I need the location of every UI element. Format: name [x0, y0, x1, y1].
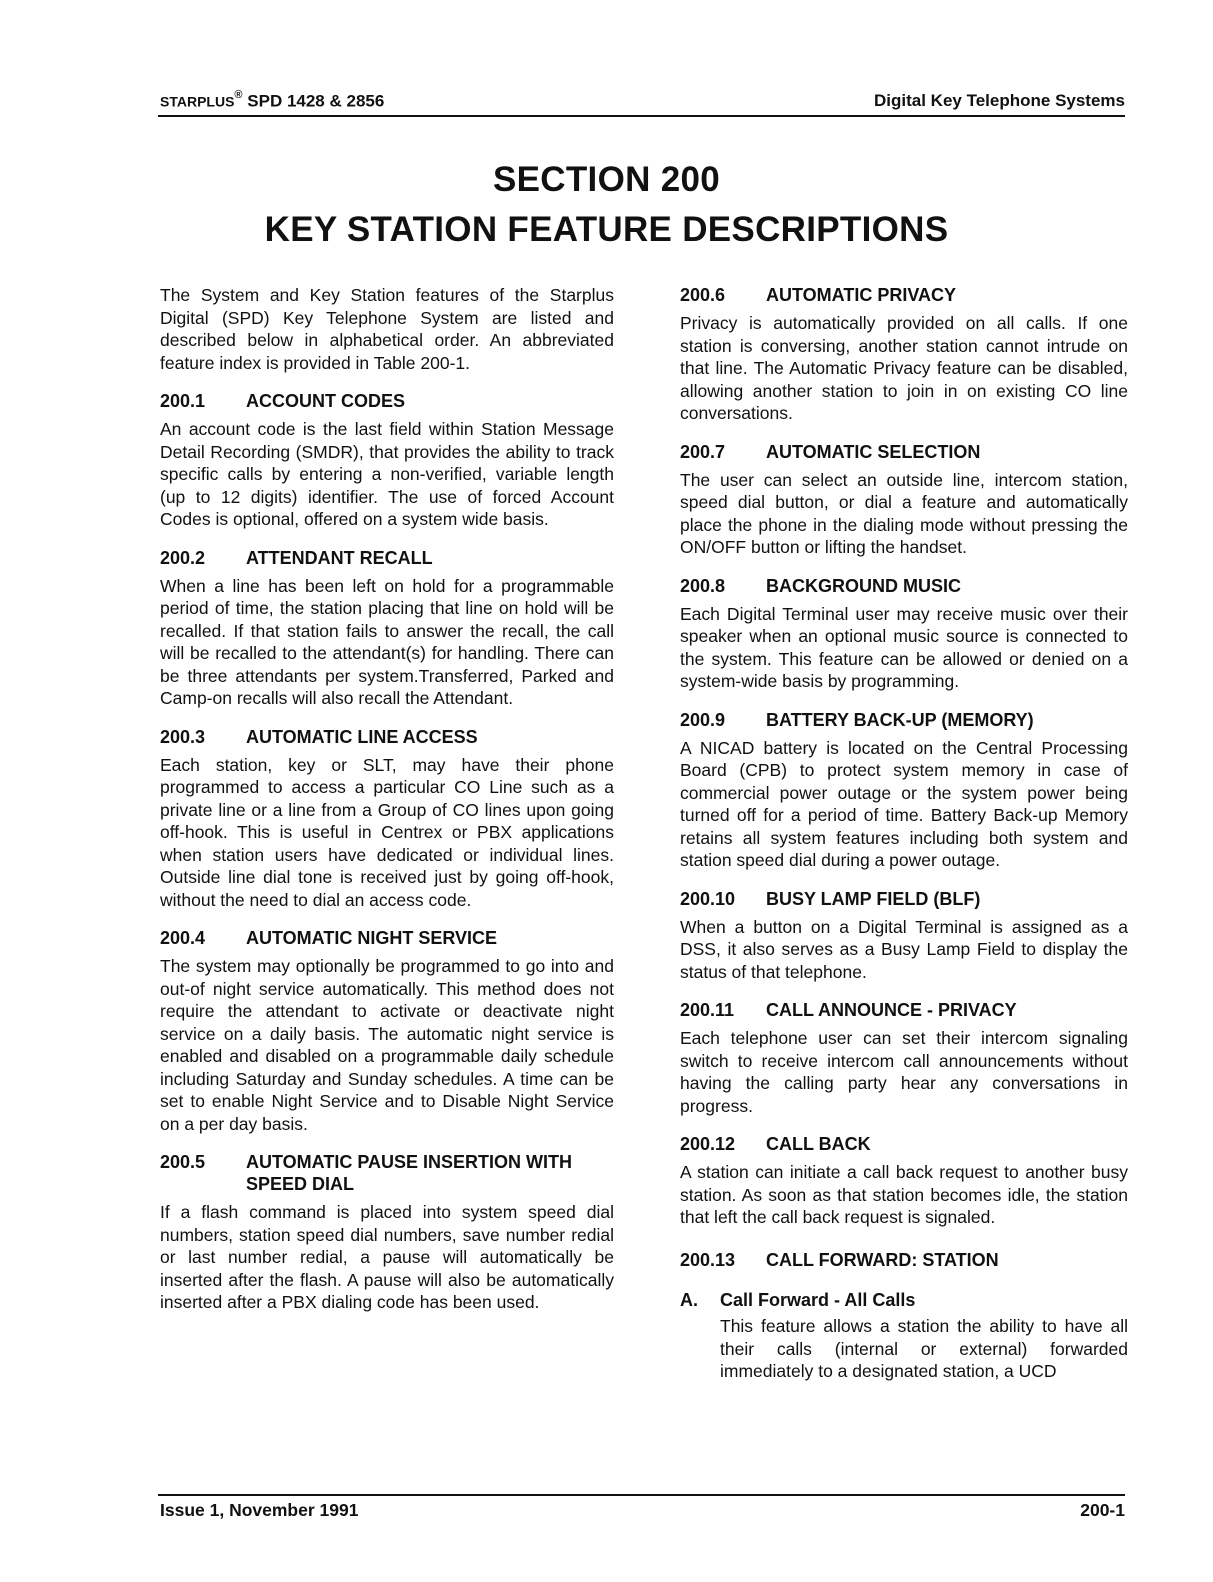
section-number: 200.11 [680, 1000, 735, 1020]
section-heading [160, 547, 614, 569]
footer-rule [158, 1494, 1125, 1496]
subsection-text: This feature allows a station the ability to have all their calls (internal or external) forwarded immediately to a designated station, a UCD [720, 1316, 1128, 1381]
section-heading [160, 927, 614, 949]
section-title: BATTERY BACK-UP (MEMORY) [766, 709, 1034, 730]
section-heading [680, 441, 1128, 463]
header-left [160, 91, 384, 112]
header-rule [158, 115, 1125, 117]
section-title: CALL FORWARD: STATION [766, 1249, 999, 1270]
section-text: The system may optionally be programmed to go into and out-of night service automatically. This method does not require the attendant to activate or deactivate night service on a daily basis. The automatic night service is enabled and disabled on a programmable daily schedule including Saturday and Sunday schedules. A time can be set to enable Night Service and to Disable Night Service on a per day basis. [160, 956, 614, 1134]
section-heading [160, 1151, 614, 1195]
section-number: 200.2 [160, 547, 206, 568]
section-heading [680, 284, 1128, 306]
section-title: CALL ANNOUNCE - PRIVACY [766, 1000, 1017, 1020]
intro-paragraph: The System and Key Station features of the Starplus Digital (SPD) Key Telephone System are listed and described below in alphabetical order. An abbreviated feature index is provided in Table 200-1. [160, 285, 614, 373]
section-heading [160, 726, 614, 748]
section-number-title: SECTION 200 [493, 160, 720, 199]
section-number: 200.7 [680, 441, 726, 462]
section-number: 200.12 [680, 1134, 736, 1154]
section-title: AUTOMATIC NIGHT SERVICE [246, 928, 498, 948]
footer-issue: Issue 1, November 1991 [160, 1500, 359, 1520]
left-column [160, 284, 614, 1326]
section-heading [160, 390, 614, 412]
section-title: AUTOMATIC LINE ACCESS [246, 726, 478, 747]
section-title: AUTOMATIC SELECTION [766, 441, 981, 462]
section-heading [680, 888, 1128, 910]
section-number: 200.1 [160, 391, 206, 411]
section-text: Privacy is automatically provided on all calls. If one station is conversing, another station cannot intrude on that line. The Automatic Privacy feature can be disabled, allowing another station to join in on existing CO line conversations. [680, 313, 1128, 423]
subsection-title: Call Forward - All Calls [720, 1289, 916, 1310]
section-title: AUTOMATIC PAUSE INSERTION WITH SPEED DIAL [246, 1152, 572, 1194]
section-text: A NICAD battery is located on the Central Processing Board (CPB) to protect system memory in case of commercial power outage or the system power being turned off for a period of time. Battery Back-up Memory retains all system features including both system and station speed dial during a power outage. [680, 737, 1128, 870]
subsection-heading [680, 1289, 1128, 1312]
section-text: Each Digital Terminal user may receive music over their speaker when an optional music source is connected to the system. This feature can be allowed or denied on a system-wide basis by programming. [680, 603, 1128, 691]
section-text: If a flash command is placed into system speed dial numbers, station speed dial numbers, save number redial or last number redial, a pause will automatically be inserted after the flash. A pause will also be automatically inserted after a PBX dialing code has been used. [160, 1202, 614, 1312]
section-heading [680, 1249, 1128, 1271]
section-number: 200.9 [680, 709, 726, 730]
page-number: 200-1 [1080, 1500, 1125, 1520]
section-text: When a line has been left on hold for a programmable period of time, the station placing that line on hold will be recalled. If that station fails to answer the recall, the call will be recalled to the attendant(s) for handling. There can be three attendants per system.Transferred, Parked and Camp-on recalls will also recall the Attendant. [160, 575, 614, 708]
section-number: 200.6 [680, 285, 726, 305]
section-heading [680, 1133, 1128, 1155]
section-heading [680, 575, 1128, 597]
section-text: Each station, key or SLT, may have their phone programmed to access a particular CO Line such as a private line or a line from a Group of CO lines upon going off-hook. This is useful in Centrex or PBX applications when station users have dedicated or individual lines. Outside line dial tone is received just by going off-hook, without the need to dial an access code. [160, 754, 614, 910]
header-right: Digital Key Telephone Systems [874, 91, 1125, 110]
section-number: 200.10 [680, 888, 736, 909]
model-name: SPD 1428 & 2856 [247, 91, 385, 111]
section-heading [680, 999, 1128, 1021]
section-title: CALL BACK [766, 1134, 871, 1154]
section-title: ATTENDANT RECALL [246, 547, 433, 568]
section-text: An account code is the last field within Station Message Detail Recording (SMDR), that provides the ability to track specific calls by entering a non-verified, variable length (up to 12 digits) identifier. The use of forced Account Codes is optional, offered on a system wide basis. [160, 419, 614, 529]
section-number: 200.13 [680, 1249, 736, 1270]
section-number: 200.4 [160, 928, 206, 948]
section-number: 200.5 [160, 1152, 206, 1172]
section-number: 200.3 [160, 726, 206, 747]
registered-mark: ® [234, 89, 243, 101]
section-heading [680, 709, 1128, 731]
section-title: AUTOMATIC PRIVACY [766, 285, 957, 305]
section-number: 200.8 [680, 575, 726, 596]
right-column [680, 284, 1128, 1395]
section-text: A station can initiate a call back request to another busy station. As soon as that station becomes idle, the station that left the call back request is signaled. [680, 1162, 1128, 1227]
section-name-title: KEY STATION FEATURE DESCRIPTIONS [264, 210, 949, 249]
section-title: ACCOUNT CODES [246, 391, 406, 411]
section-title: BUSY LAMP FIELD (BLF) [766, 888, 981, 909]
section-title: BACKGROUND MUSIC [766, 575, 961, 596]
section-text: Each telephone user can set their intercom signaling switch to receive intercom call announcements without having the calling party hear any conversations in progress. [680, 1028, 1128, 1116]
section-text: When a button on a Digital Terminal is assigned as a DSS, it also serves as a Busy Lamp Field to display the status of that telephone. [680, 916, 1128, 982]
brand-name: STARPLUS [160, 93, 235, 110]
section-text: The user can select an outside line, intercom station, speed dial button, or dial a feature and automatically place the phone in the dialing mode without pressing the ON/OFF button or lifting the handset. [680, 469, 1128, 557]
subsection-letter: A. [680, 1289, 698, 1310]
